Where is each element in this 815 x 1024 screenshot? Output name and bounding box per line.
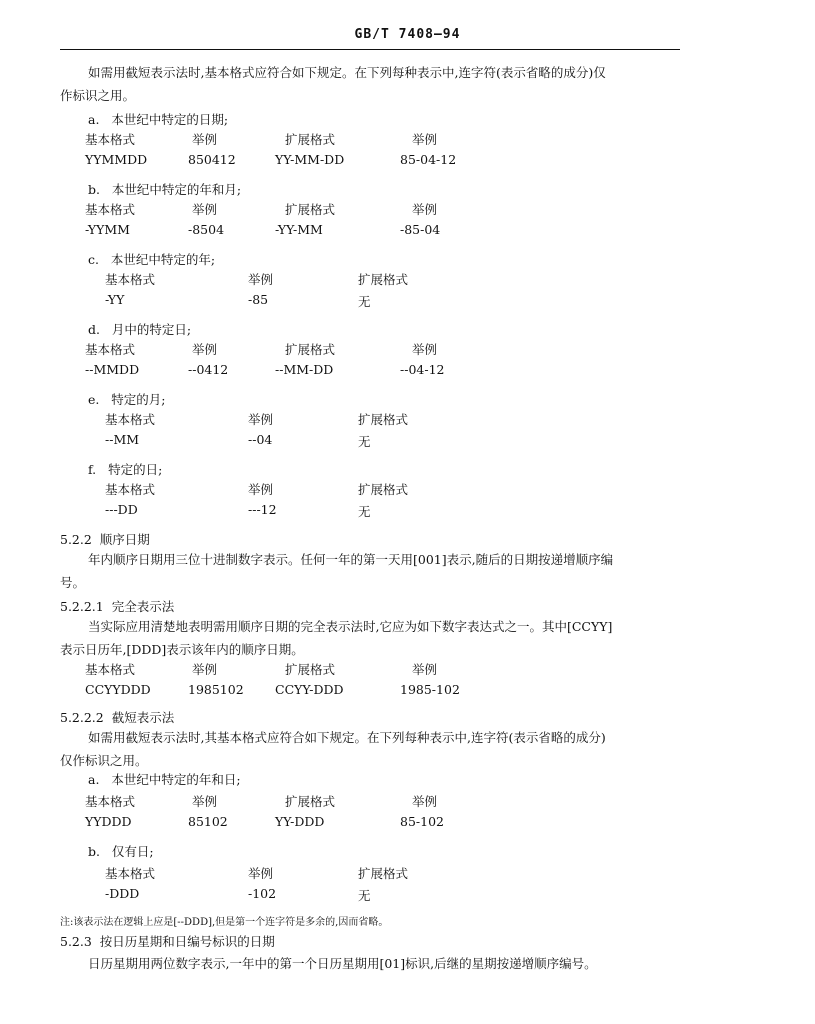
- s523-body-line-1: 日历星期用两位数字表示,一年中的第一个日历星期用[01]标识,后继的星期按递增顺序编号。: [88, 956, 597, 971]
- table-cell: 无: [358, 504, 371, 519]
- col-header-example: 举例: [248, 482, 274, 497]
- table-cell: 1985-102: [400, 682, 460, 697]
- table-cell: --0412: [188, 362, 229, 377]
- item-label: b.: [88, 182, 100, 197]
- s5222-body-line-1: 如需用截短表示法时,其基本格式应符合如下规定。在下列每种表示中,连字符(表示省略的成分): [88, 730, 606, 745]
- sub-item-heading: [88, 390, 166, 408]
- col-header-example: 举例: [192, 342, 218, 357]
- item-label: a.: [88, 112, 100, 127]
- table-cell: -YYMM: [85, 222, 130, 237]
- col-header-basic: 基本格式: [85, 342, 136, 357]
- table-cell: 850412: [188, 152, 236, 167]
- s522-body-line-1: 年内顺序日期用三位十进制数字表示。任何一年的第一天用[001]表示,随后的日期按递增顺序编: [88, 552, 614, 567]
- s5222-body-line-2: 仅作标识之用。: [60, 753, 148, 768]
- s5221-body-line-1: 当实际应用清楚地表明需用顺序日期的完全表示法时,它应为如下数字表达式之一。其中[CCYY]: [88, 619, 613, 634]
- col-header-extended: 扩展格式: [358, 866, 409, 881]
- table-cell: --MM: [105, 432, 140, 447]
- section-title: 完全表示法: [111, 599, 175, 614]
- col-header-extended: 扩展格式: [285, 662, 336, 677]
- section-number: 5.2.3: [60, 934, 92, 949]
- sub-item-heading: [88, 842, 154, 860]
- col-header-example: 举例: [412, 202, 438, 217]
- table-cell: YY-MM-DD: [275, 152, 345, 167]
- intro-line-1: 如需用截短表示法时,基本格式应符合如下规定。在下列每种表示中,连字符(表示省略的成分)仅: [88, 65, 606, 80]
- item-title: 特定的日;: [108, 462, 163, 477]
- table-cell: CCYY-DDD: [275, 682, 344, 697]
- item-title: 月中的特定日;: [111, 322, 192, 337]
- col-header-example: 举例: [412, 132, 438, 147]
- sub-item-heading: [88, 180, 241, 198]
- table-cell: YYDDD: [85, 814, 132, 829]
- col-header-basic: 基本格式: [105, 272, 156, 287]
- table-cell: 无: [358, 294, 371, 309]
- s522-body-line-2: 号。: [60, 575, 86, 590]
- col-header-example: 举例: [412, 342, 438, 357]
- table-cell: -8504: [188, 222, 225, 237]
- col-header-example: 举例: [248, 866, 274, 881]
- col-header-example: 举例: [248, 412, 274, 427]
- header-rule: [60, 49, 680, 50]
- item-label: e.: [88, 392, 100, 407]
- section-title: 顺序日期: [99, 532, 150, 547]
- table-cell: -YY-MM: [275, 222, 323, 237]
- table-cell: --04-12: [400, 362, 445, 377]
- col-header-extended: 扩展格式: [358, 482, 409, 497]
- col-header-example: 举例: [192, 132, 218, 147]
- section-5-2-2-heading: [60, 530, 150, 548]
- table-cell: ---12: [248, 502, 277, 517]
- table-cell: --MMDD: [85, 362, 140, 377]
- col-header-basic: 基本格式: [105, 482, 156, 497]
- col-header-example: 举例: [192, 794, 218, 809]
- col-header-example: 举例: [192, 662, 218, 677]
- col-header-extended: 扩展格式: [358, 272, 409, 287]
- table-cell: -102: [248, 886, 277, 901]
- col-header-extended: 扩展格式: [358, 412, 409, 427]
- col-header-extended: 扩展格式: [285, 794, 336, 809]
- section-5-2-2-2-heading: [60, 708, 174, 726]
- col-header-extended: 扩展格式: [285, 132, 336, 147]
- table-cell: ---DD: [105, 502, 138, 517]
- col-header-example: 举例: [412, 662, 438, 677]
- table-cell: --MM-DD: [275, 362, 334, 377]
- table-cell: CCYYDDD: [85, 682, 151, 697]
- col-header-basic: 基本格式: [105, 866, 156, 881]
- item-label: c.: [88, 252, 99, 267]
- table-cell: 无: [358, 434, 371, 449]
- col-header-example: 举例: [192, 202, 218, 217]
- table-cell: -DDD: [105, 886, 140, 901]
- table-cell: YY-DDD: [275, 814, 325, 829]
- col-header-basic: 基本格式: [85, 132, 136, 147]
- table-cell: YYMMDD: [85, 152, 148, 167]
- item-label: d.: [88, 322, 100, 337]
- sub-item-heading: [88, 110, 228, 128]
- sub-item-heading: [88, 250, 215, 268]
- col-header-basic: 基本格式: [85, 662, 136, 677]
- s5221-body-line-2: 表示日历年,[DDD]表示该年内的顺序日期。: [60, 642, 304, 657]
- col-header-basic: 基本格式: [105, 412, 156, 427]
- sub-item-heading: [88, 770, 241, 788]
- col-header-example: 举例: [248, 272, 274, 287]
- section-title: 按日历星期和日编号标识的日期: [99, 934, 275, 949]
- table-cell: 85-102: [400, 814, 444, 829]
- section-number: 5.2.2.2: [60, 710, 104, 725]
- section-5-2-3-heading: [60, 932, 275, 950]
- col-header-example: 举例: [412, 794, 438, 809]
- sub-item-heading: [88, 320, 191, 338]
- item-title: 本世纪中特定的年和日;: [111, 772, 241, 787]
- table-cell: 85-04-12: [400, 152, 457, 167]
- table-cell: -YY: [105, 292, 125, 307]
- table-cell: 1985102: [188, 682, 244, 697]
- item-label: a.: [88, 772, 100, 787]
- item-label: b.: [88, 844, 100, 859]
- table-cell: -85-04: [400, 222, 441, 237]
- section-number: 5.2.2.1: [60, 599, 104, 614]
- col-header-extended: 扩展格式: [285, 342, 336, 357]
- intro-line-2: 作标识之用。: [60, 88, 136, 103]
- table-cell: 无: [358, 888, 371, 903]
- col-header-basic: 基本格式: [85, 202, 136, 217]
- table-cell: 85102: [188, 814, 228, 829]
- sub-item-heading: [88, 460, 162, 478]
- table-cell: --04: [248, 432, 273, 447]
- item-title: 本世纪中特定的年;: [110, 252, 216, 267]
- s5222-note: 注:该表示法在逻辑上应是[--DDD],但是第一个连字符是多余的,因而省略。: [60, 917, 389, 928]
- item-title: 本世纪中特定的年和月;: [111, 182, 242, 197]
- section-number: 5.2.2: [60, 532, 92, 547]
- section-5-2-2-1-heading: [60, 597, 174, 615]
- document-header: GB/T 7408—94: [354, 27, 461, 42]
- col-header-basic: 基本格式: [85, 794, 136, 809]
- section-title: 截短表示法: [111, 710, 175, 725]
- item-title: 仅有日;: [111, 844, 154, 859]
- item-title: 特定的月;: [111, 392, 166, 407]
- col-header-extended: 扩展格式: [285, 202, 336, 217]
- item-label: f.: [88, 462, 97, 477]
- item-title: 本世纪中特定的日期;: [111, 112, 229, 127]
- table-cell: -85: [248, 292, 269, 307]
